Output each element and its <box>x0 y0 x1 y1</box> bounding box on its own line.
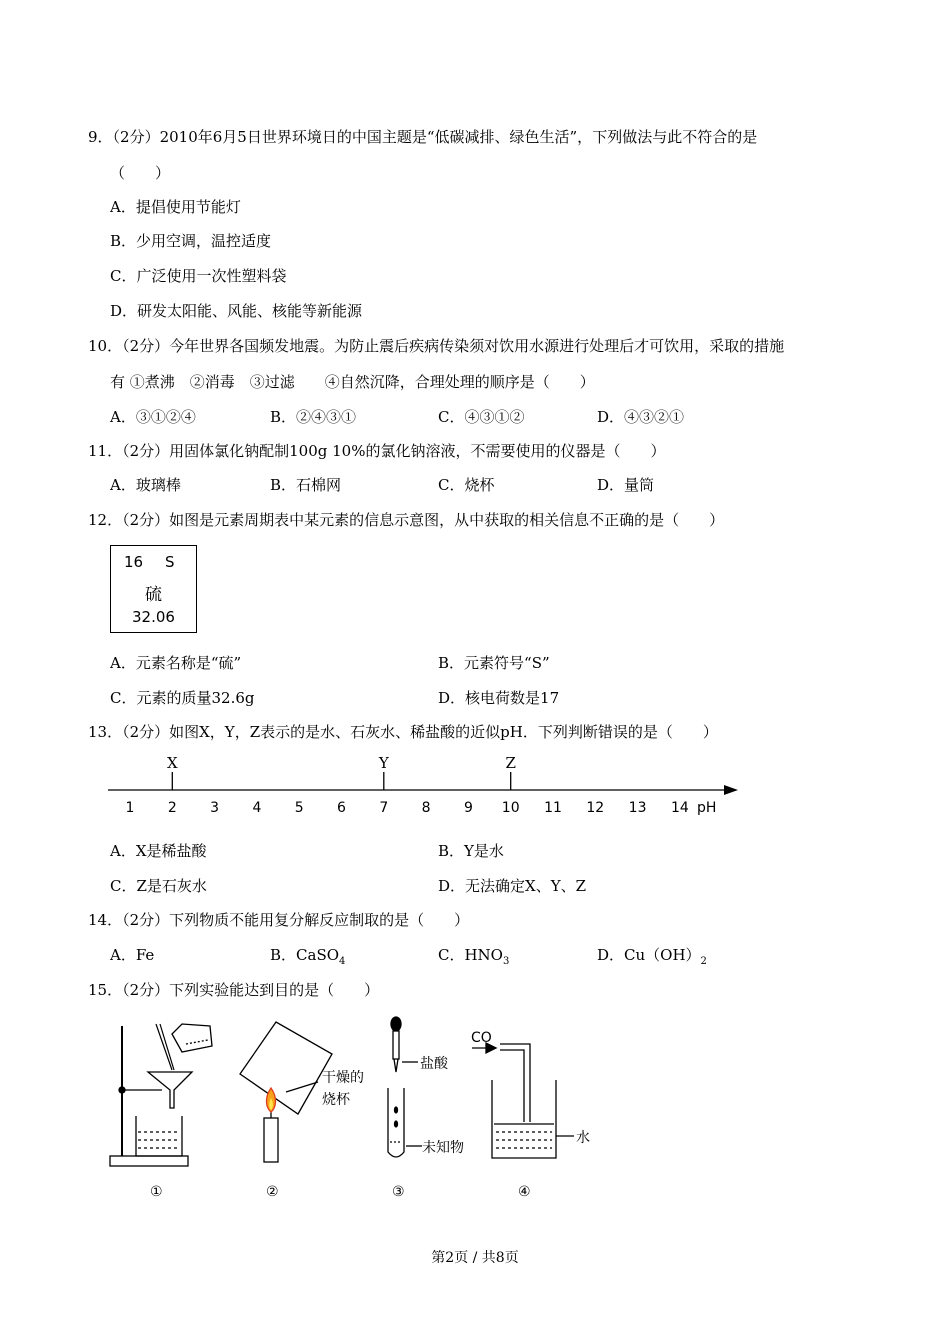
q12-stem: 12．（2分）如图是元素周期表中某元素的信息示意图，从中获取的相关信息不正确的是（ ） <box>88 511 725 529</box>
q9-stem: 9．（2分）2010年6月5日世界环境日的中国主题是“低碳减排、绿色生活”，下列做法与此不符合的是 <box>88 128 758 146</box>
hcl-label: 盐酸 <box>420 1056 448 1072</box>
ph-tick-label: 11 <box>544 800 562 816</box>
q10-option-c: C．④③①② <box>438 408 525 426</box>
ph-tick-label: 1 <box>125 800 135 816</box>
q13-option-b: B．Y是水 <box>438 842 504 860</box>
filtration-apparatus <box>110 1024 212 1166</box>
figure-number-2: ② <box>266 1184 279 1200</box>
q13-option-c: C．Z是石灰水 <box>110 877 207 895</box>
q14-option-d: D．$Cu(OH)_2$ <box>597 946 707 967</box>
page-footer: 第2页 / 共8页 <box>431 1250 519 1266</box>
figure-number-3: ③ <box>392 1184 405 1200</box>
unknown-label: 未知物 <box>422 1140 464 1156</box>
q9-option-d: D．研发太阳能、风能、核能等新能源 <box>110 302 363 320</box>
figure-number-4: ④ <box>518 1184 531 1200</box>
q11-option-d: D．量筒 <box>597 476 655 494</box>
figure-number-1: ① <box>150 1184 163 1200</box>
q14-option-a: A．Fe <box>110 946 155 964</box>
q9-option-b: B．少用空调，温控适度 <box>110 232 272 250</box>
dry-beaker-label-1: 干燥的 <box>322 1070 364 1086</box>
q10-option-d: D．④③②① <box>597 408 685 426</box>
ph-marker-label: Y <box>378 754 389 772</box>
ph-tick-label: 9 <box>463 800 473 816</box>
q9-option-c: C．广泛使用一次性塑料袋 <box>110 267 287 285</box>
ph-tick-label: 5 <box>294 800 304 816</box>
q11-option-c: C．烧杯 <box>438 476 495 494</box>
ph-tick-label: 14 <box>670 800 689 816</box>
ph-tick-label: 2 <box>167 800 177 816</box>
q11-option-a: A．玻璃棒 <box>110 476 181 494</box>
element-symbol: S <box>165 553 175 571</box>
q10-option-b: B．②④③① <box>270 408 357 426</box>
dropper-apparatus <box>388 1017 422 1157</box>
q15-figure <box>100 1012 620 1212</box>
ph-marker-label: X <box>166 754 178 772</box>
q14-stem: 14．（2分）下列物质不能用复分解反应制取的是（ ） <box>88 911 470 929</box>
ph-tick-label: 3 <box>210 800 220 816</box>
q13-option-d: D．无法确定X、Y、Z <box>438 877 587 895</box>
ph-tick-label: 12 <box>586 800 605 816</box>
q12-option-a: A．元素名称是“硫” <box>110 654 242 672</box>
q12-option-b: B．元素符号“S” <box>438 654 550 672</box>
candle-apparatus <box>240 1022 332 1162</box>
ph-marker-label: Z <box>505 754 516 772</box>
q15-stem: 15．（2分）下列实验能达到目的是（ ） <box>88 981 380 999</box>
dry-beaker-label-2: 烧杯 <box>322 1092 350 1108</box>
ph-tick-label: 4 <box>252 800 262 816</box>
ph-tick-label: 8 <box>421 800 431 816</box>
q10-line2: 有 ①煮沸 ②消毒 ③过滤 ④自然沉降，合理处理的顺序是（ ） <box>110 373 595 391</box>
q9-paren: （ ） <box>110 164 171 182</box>
ph-tick-label: 10 <box>501 800 520 816</box>
q13-stem: 13．（2分）如图X，Y，Z表示的是水、石灰水、稀盐酸的近似pH．下列判断错误的是（ ） <box>88 723 718 741</box>
q11-option-b: B．石棉网 <box>270 476 342 494</box>
q9-option-a: A．提倡使用节能灯 <box>110 198 241 216</box>
q14-option-c: C．$HNO_3$ <box>438 946 510 967</box>
element-card <box>110 545 197 633</box>
element-name: 硫 <box>145 585 162 605</box>
q14-option-b: B．CaSO$_4$ <box>270 946 346 967</box>
co-label: CO <box>471 1030 492 1046</box>
ph-tick-label: 6 <box>337 800 346 816</box>
ph-axis-arrow <box>724 785 738 795</box>
q10-stem: 10．（2分）今年世界各国频发地震。为防止震后疾病传染须对饮用水源进行处理后才可饮用，采取的措施 <box>88 337 785 355</box>
ph-unit: pH <box>697 800 717 816</box>
ph-tick-label: 7 <box>379 800 389 816</box>
q13-option-a: A．X是稀盐酸 <box>110 842 207 860</box>
element-number: 16 <box>124 553 144 571</box>
q12-option-d: D．核电荷数是17 <box>438 689 560 707</box>
ph-tick-label: 13 <box>628 800 647 816</box>
water-label: 水 <box>576 1130 590 1146</box>
q11-stem: 11．（2分）用固体氯化钠配制100g 10%的氯化钠溶液，不需要使用的仪器是（ ） <box>88 442 666 460</box>
co-water-apparatus <box>472 1043 574 1158</box>
ph-scale <box>100 750 750 820</box>
q10-option-a: A．③①②④ <box>110 408 196 426</box>
element-mass: 32.06 <box>132 608 175 626</box>
q12-option-c: C．元素的质量32.6g <box>110 689 255 707</box>
